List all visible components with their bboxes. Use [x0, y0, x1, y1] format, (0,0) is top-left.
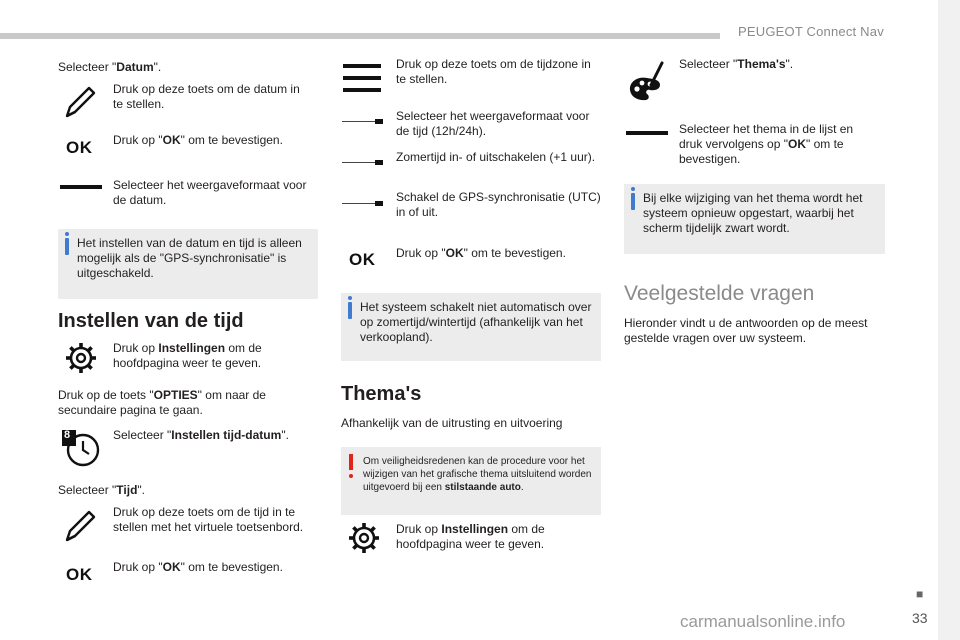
info-box-date — [58, 229, 318, 299]
section-title-themes: Thema's — [341, 383, 422, 405]
clock-badge: 8 — [64, 429, 71, 441]
ok-icon[interactable]: OK — [349, 250, 376, 269]
info-text: Het instellen van de datum en tijd is alleen mogelijk als de "GPS-synchronisatie" is uitgeschakeld. — [77, 236, 302, 280]
equipment-text: Afhankelijk van de uitrusting en uitvoering — [341, 416, 563, 430]
summer-time-text: Zomertijd in- of uitschakelen (+1 uur). — [396, 150, 596, 164]
info-icon — [631, 193, 635, 210]
timedate-text: Selecteer "Instellen tijd-datum". — [113, 428, 289, 442]
info-text: Het systeem schakelt niet automatisch over op zomertijd/wintertijd (afhankelijk van het verkoopland). — [360, 300, 592, 344]
gear-icon[interactable] — [64, 341, 98, 375]
ok-icon[interactable]: OK — [66, 565, 93, 584]
ok-confirm-text: Druk op "OK" om te bevestigen. — [113, 133, 283, 147]
format-bar-icon[interactable] — [60, 185, 102, 189]
info-box-theme — [624, 184, 885, 254]
time-format-text: Selecteer het weergaveformaat voor de tijd (12h/24h). — [396, 109, 590, 138]
warning-icon — [349, 454, 353, 470]
pencil-date-text: Druk op deze toets om de datum in te stellen. — [113, 82, 300, 111]
faq-intro-text: Hieronder vindt u de antwoorden op de meest gestelde vragen over uw systeem. — [624, 316, 868, 345]
theme-list-text: Selecteer het thema in de lijst en druk vervolgens op "OK" om te bevestigen. — [679, 122, 854, 166]
gps-sync-text: Schakel de GPS-synchronisatie (UTC) in of uit. — [396, 190, 601, 219]
page-number: 33 — [912, 610, 928, 626]
settings-text: Druk op Instellingen om de hoofdpagina weer te geven. — [396, 522, 545, 551]
select-themes-text: Selecteer "Thema's". — [679, 57, 794, 71]
format-bar-icon[interactable] — [626, 131, 668, 135]
info-box-dst — [341, 293, 601, 361]
ok-icon[interactable]: OK — [66, 138, 93, 157]
pencil-icon[interactable] — [62, 507, 98, 545]
menu-icon[interactable] — [343, 62, 381, 94]
info-text: Bij elke wijziging van het thema wordt het systeem opnieuw opgestart, waarbij het scherm tijdelijk zwart wordt. — [643, 191, 863, 235]
slider-line-icon[interactable] — [342, 203, 382, 204]
warning-text: Om veiligheidsredenen kan de procedure voor het wijzigen van het grafische thema uitsluitend worden uitgevoerd bij een stilstaande auto. — [363, 456, 592, 493]
header-bar — [0, 33, 720, 39]
gear-icon[interactable] — [347, 521, 381, 555]
section-title-time: Instellen van de tijd — [58, 310, 244, 332]
warning-box — [341, 447, 601, 515]
slider-line-icon[interactable] — [342, 162, 382, 163]
info-icon — [65, 238, 69, 255]
slider-line-icon[interactable] — [342, 121, 382, 122]
info-icon — [348, 302, 352, 319]
brand-label: PEUGEOT Connect Nav — [738, 24, 884, 39]
date-format-text: Selecteer het weergaveformaat voor de datum. — [113, 178, 307, 207]
ok-confirm-text: Druk op "OK" om te bevestigen. — [113, 560, 283, 574]
timezone-text: Druk op deze toets om de tijdzone in te stellen. — [396, 57, 591, 86]
pencil-time-text: Druk op deze toets om de tijd in te stellen met het virtuele toetsenbord. — [113, 505, 304, 534]
right-margin-bar — [938, 0, 960, 640]
section-title-faq: Veelgestelde vragen — [624, 282, 815, 305]
ok-confirm-text: Druk op "OK" om te bevestigen. — [396, 246, 566, 260]
select-date-text: Selecteer "Datum". — [58, 60, 162, 74]
pencil-icon[interactable] — [62, 83, 98, 121]
options-text: Druk op de toets "OPTIES" om naar de secundaire pagina te gaan. — [58, 388, 266, 417]
page-dot: ■ — [916, 587, 924, 601]
settings-text: Druk op Instellingen om de hoofdpagina weer te geven. — [113, 341, 262, 370]
palette-icon[interactable] — [626, 58, 668, 104]
select-time-text: Selecteer "Tijd". — [58, 483, 146, 497]
watermark-text: carmanualsonline.info — [680, 612, 846, 631]
